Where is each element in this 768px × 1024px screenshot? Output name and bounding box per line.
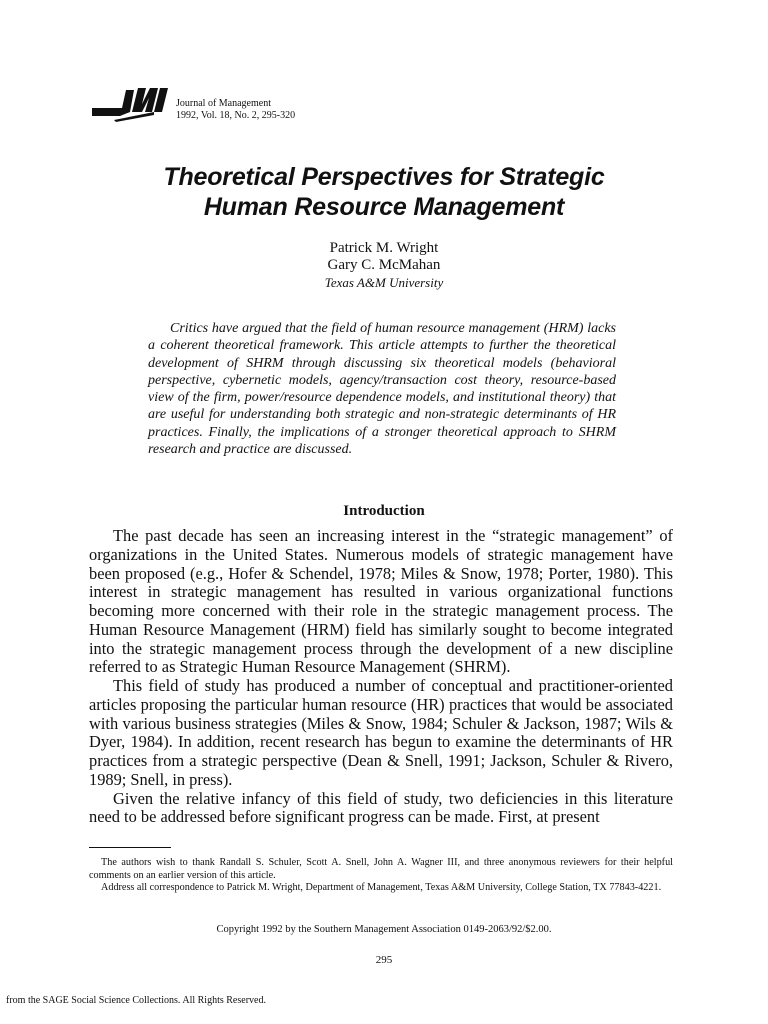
title-line-2: Human Resource Management (203, 193, 565, 221)
copyright-line: Copyright 1992 by the Southern Management Association 0149-2063/92/$2.00. (216, 924, 552, 935)
author-block (180, 240, 588, 291)
journal-meta (176, 98, 295, 122)
journal-name: Journal of Management (176, 98, 271, 109)
footnotes (89, 857, 673, 895)
article-title (80, 162, 688, 222)
footnote-address: Address all correspondence to Patrick M. Wright, Department of Management, Texas A&M University, College Station, TX 77843-4221. (101, 882, 662, 894)
introduction-body (89, 527, 673, 827)
abstract: Critics have argued that the field of human resource management (HRM) lacks a coherent theoretical framework. This article attempts to further the theoretical development of SHRM through discussing six theoretical models (behavioral perspective, cybernetic models, agency/transaction cost theory, resource-based view of the firm, power/resource dependence models, and institutional theory) that are useful for understanding both strategic and non-strategic determinants of HR practices. Finally, the implications of a stronger theoretical approach to SHRM research and practice are discussed. (148, 321, 616, 458)
page-number: 295 (375, 954, 393, 966)
footnote-divider (89, 847, 171, 848)
author-name: Patrick M. Wright (329, 240, 439, 256)
journal-logo-icon (92, 82, 170, 122)
paragraph: Given the relative infancy of this field of study, two deficiencies in this literature need to be addressed before significant progress can be made. First, at present (89, 788, 673, 827)
section-heading: Introduction (343, 503, 425, 519)
author-affiliation: Texas A&M University (324, 275, 444, 290)
paragraph: The past decade has seen an increasing interest in the “strategic management” of organizations in the United States. Numerous models of strategic management have been proposed (e.g., Hofer & Schendel, 1978; Miles & Snow, 1978; Porter, 1980). This interest in strategic management has resulted in various organizational functions becoming more concerned with their role in the strategic management process. The Human Resource Management (HRM) field has similarly sought to become integrated into the strategic management process through the development of a new discipline referred to as Strategic Human Resource Management (SHRM). (89, 526, 673, 677)
paragraph: This field of study has produced a number of conceptual and practitioner-oriented articles proposing the particular human resource (HR) practices that would be associated with various business strategies (Miles & Snow, 1984; Schuler & Jackson, 1987; Wils & Dyer, 1984). In addition, recent research has begun to examine the determinants of HR practices from a strategic perspective (Dean & Snell, 1991; Jackson, Schuler & Rivero, 1989; Snell, in press). (89, 676, 673, 789)
source-note: from the SAGE Social Science Collections. All Rights Reserved. (6, 995, 266, 1006)
footnote-acknowledgment: The authors wish to thank Randall S. Schuler, Scott A. Snell, John A. Wagner III, and three anonymous reviewers for their helpful comments on an earlier version of this article. (89, 857, 673, 881)
journal-header (92, 82, 295, 122)
journal-citation: 1992, Vol. 18, No. 2, 295-320 (176, 110, 296, 121)
author-name: Gary C. McMahan (327, 257, 441, 273)
title-line-1: Theoretical Perspectives for Strategic (163, 163, 605, 191)
